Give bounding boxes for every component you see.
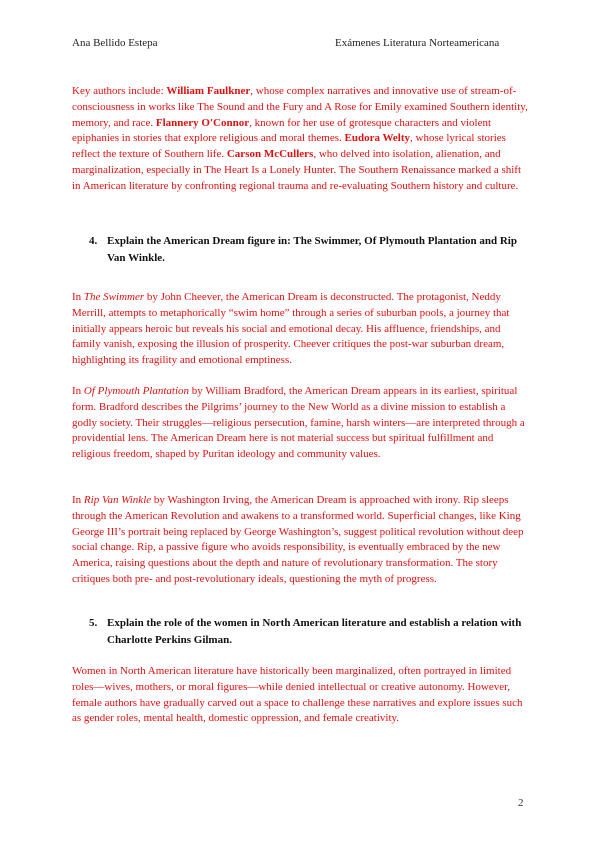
question-number: 4. xyxy=(89,235,98,247)
header-course: Exámenes Literatura Norteamericana xyxy=(335,37,500,49)
text-run: , who delved into isolation, alienation, and marginalization, especially in The Heart Is a Lonely Hunter. The Southern Renaissance marked a shift in American literature by confronting regional trauma and re-evaluating Southern history and culture. xyxy=(72,148,522,192)
text-run: by John Cheever, the American Dream is deconstructed. The protagonist, Neddy Merrill, attempts to metaphorically “swim home” through a series of suburban pools, a journey that initially appears heroic but reveals his social and emotional decay. His affluence, friendships, and family vanish, exposing the illusion of prosperity. Cheever critiques the post-war suburban dream, highlighting its fragility and emotional emptiness. xyxy=(72,291,510,367)
work-title: Of Plymouth Plantation xyxy=(83,385,190,397)
work-title: Rip Van Winkle xyxy=(83,494,152,506)
text-run: Key authors include: xyxy=(72,85,167,97)
text-run: In xyxy=(72,494,84,506)
text-run: by William Bradford, the American Dream appears in its earliest, spiritual form. Bradford describes the Pilgrims’ journey to the New World as a divine mission to establish a godly society. Their struggles—religious persecution, famine, harsh winters—are interpreted through a providential lens. The American Dream here is not material success but spiritual fulfillment and religious freedom, shaped by Puritan ideology and community values. xyxy=(72,385,525,461)
question-4-heading xyxy=(89,233,517,264)
header-author: Ana Bellido Estepa xyxy=(72,37,158,49)
question-text: Explain the American Dream figure in: The Swimmer, Of Plymouth Plantation and Rip Van Winkle. xyxy=(107,235,517,264)
text-run: In xyxy=(72,291,84,303)
text-run: by Washington Irving, the American Dream is approached with irony. Rip sleeps through the American Revolution and awakens to a transformed world. Superficial changes, like King George III’s portrait being replaced by George Washington’s, suggest political revolution without deep social change. Rip, a passive figure who avoids responsibility, is eventually embraced by the new America, raising questions about the depth and nature of revolutionary transformation. The story critiques both pre- and post-revolutionary ideals, questioning the myth of progress. xyxy=(72,494,524,585)
text-run: , whose complex narratives and innovative use of stream-of-consciousness in works like The Sound and the Fury and A Rose for Emily examined Southern identity, memory, and race. xyxy=(72,85,528,129)
text-run: Women in North American literature have historically been marginalized, often portrayed in limited roles—wives, mothers, or moral figures—while denied intellectual or creative autonomy. However, female authors have gradually carved out a space to challenge these narratives and explore issues such as gender roles, mental health, domestic oppression, and female creativity. xyxy=(72,665,523,725)
page-number: 2 xyxy=(518,797,524,809)
author-name: Carson McCullers xyxy=(226,148,314,161)
text-run: , whose lyrical stories reflect the texture of Southern life. xyxy=(72,132,506,161)
question-text: Explain the role of the women in North American literature and establish a relation with Charlotte Perkins Gilman. xyxy=(107,617,522,646)
author-name: William Faulkner xyxy=(166,85,251,97)
paragraph-the-swimmer xyxy=(72,290,530,369)
text-run: In xyxy=(72,385,84,397)
author-name: Flannery O'Connor xyxy=(155,116,250,129)
paragraph-plymouth-plantation xyxy=(72,384,530,463)
work-title: The Swimmer xyxy=(83,291,145,303)
paragraph-rip-van-winkle xyxy=(72,493,530,588)
paragraph-southern-authors xyxy=(72,84,530,195)
text-run: , known for her use of grotesque characters and violent epiphanies in stories that explore religious and moral themes. xyxy=(72,116,492,145)
author-name: Eudora Welty xyxy=(344,132,411,145)
question-number: 5. xyxy=(89,617,98,629)
question-5-heading xyxy=(89,615,522,646)
paragraph-women-literature xyxy=(72,664,530,727)
